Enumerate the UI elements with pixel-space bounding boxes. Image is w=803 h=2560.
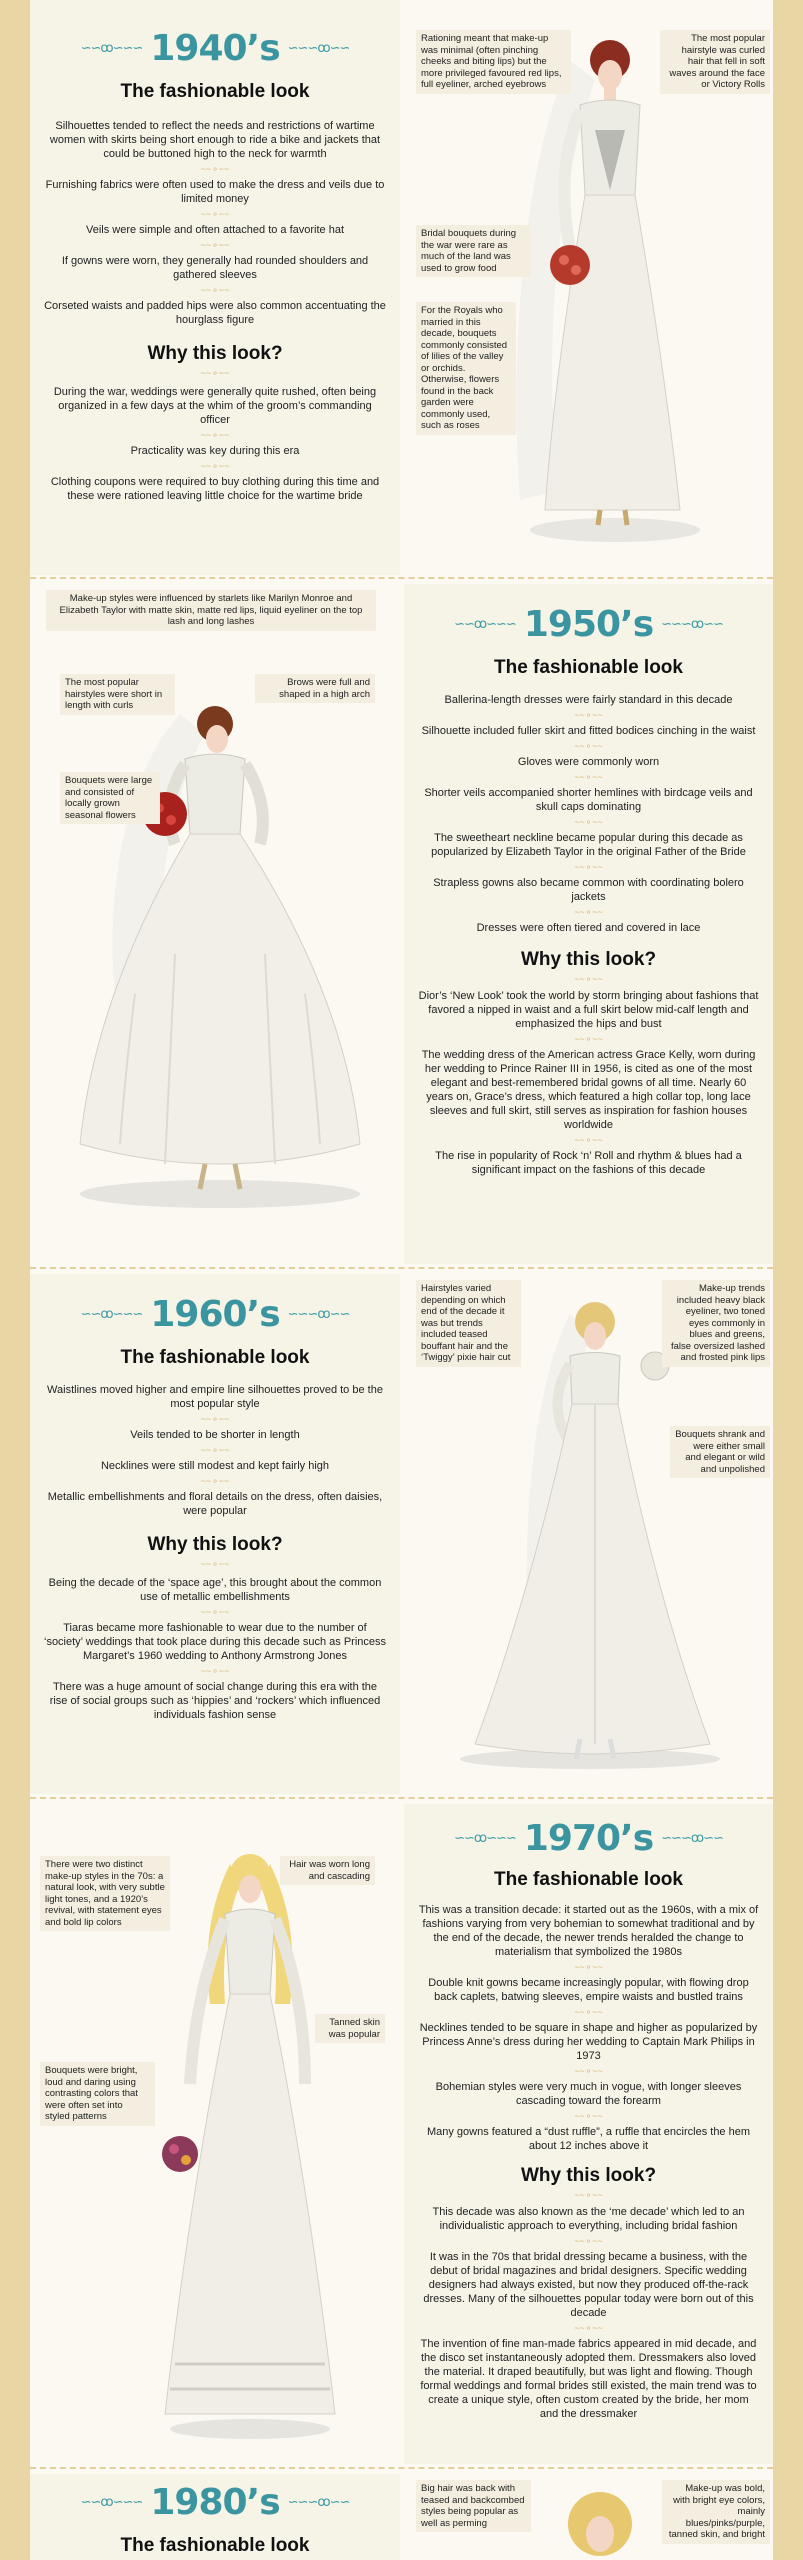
note-hair: The most popular hairstyle was curled hair that fell in soft waves around the face or Victory Rolls: [660, 30, 770, 94]
list-item: Corseted waists and padded hips were also common accentuating the hourglass figure: [44, 300, 386, 326]
list-item: Dresses were often tiered and covered in lace: [476, 922, 701, 934]
why-list: [30, 385, 400, 503]
flourish-right-icon: ∽∽∽ꝏ∽∽: [287, 41, 350, 56]
why-list: [404, 989, 773, 1177]
list-item: Double knit gowns became increasingly popular, with flowing drop back caplets, batwing sleeves, empire waists and bustled trains: [428, 1977, 749, 2003]
divider-icon: ~~⚬~~: [200, 368, 230, 378]
bride-1980s-illustration: [540, 2484, 660, 2560]
divider-icon: ~~⚬~~: [200, 461, 230, 471]
flourish-left-icon: ∽∽ꝏ∽∽∽: [80, 1307, 143, 1322]
fashion-list: [30, 1383, 400, 1518]
list-item: Veils tended to be shorter in length: [130, 1429, 300, 1441]
text-column-1980s: [30, 2482, 400, 2557]
list-item: Furnishing fabrics were often used to make the dress and veils due to limited money: [45, 179, 385, 205]
list-item: Clothing coupons were required to buy clothing during this time and these were rationed leaving little choice for the wartime bride: [50, 476, 380, 502]
divider-icon: ~~⚬~~: [200, 430, 230, 440]
divider-icon: ~~⚬~~: [574, 2007, 603, 2017]
flourish-right-icon: ∽∽∽ꝏ∽∽: [287, 2495, 350, 2510]
list-item: Shorter veils accompanied shorter hemlines with birdcage veils and skull caps dominating: [424, 787, 753, 813]
section-1940s: [30, 0, 773, 575]
text-column-1950s: [404, 604, 773, 1177]
section-separator: [30, 1797, 773, 1800]
list-item: Bohemian styles were very much in vogue, with longer sleeves cascading toward the forearm: [435, 2081, 742, 2107]
list-item: Necklines tended to be square in shape and higher as popularized by Princess Anne’s dress during her wedding to Captain Mark Philips in 1973: [419, 2022, 758, 2062]
text-column-1970s: [404, 1818, 773, 2421]
divider-icon: ~~⚬~~: [574, 2066, 603, 2076]
list-item: Ballerina-length dresses were fairly standard in this decade: [444, 694, 733, 706]
flourish-left-icon: ∽∽ꝏ∽∽∽: [80, 41, 143, 56]
fashion-list: [404, 693, 773, 935]
fashion-list: [404, 1903, 773, 2153]
infographic-page: [30, 0, 773, 2560]
divider-icon: ~~⚬~~: [574, 2323, 603, 2333]
note-bouquet: Bridal bouquets during the war were rare as much of the land was used to grow food: [416, 225, 531, 277]
fashion-heading: The fashionable look: [494, 657, 683, 678]
note-hair: Hair was worn long and cascading: [280, 1856, 375, 1885]
flourish-left-icon: ∽∽ꝏ∽∽∽: [454, 617, 516, 632]
list-item: Dior’s ‘New Look’ took the world by storm bringing about fashions that favored a nipped in waist and a full skirt below mid-calf length and emphasized the hips and bust: [418, 990, 759, 1030]
list-item: It was in the 70s that bridal dressing became a business, with the debut of bridal magazines and bridal designers. Specific wedding designers had always existed, but now they produced off-the-rack dresses. Many of the silhouettes popular today were born out of this decade: [423, 2251, 754, 2319]
divider-icon: ~~⚬~~: [574, 1135, 603, 1145]
why-heading: Why this look?: [520, 2165, 657, 2186]
why-list: [30, 1576, 400, 1722]
list-item: Waistlines moved higher and empire line silhouettes proved to be the most popular style: [47, 1384, 383, 1410]
note-hair: The most popular hairstyles were short in length with curls: [60, 674, 175, 715]
divider-icon: ~~⚬~~: [574, 741, 603, 751]
divider-icon: ~~⚬~~: [200, 1445, 230, 1455]
divider-icon: ~~⚬~~: [574, 710, 603, 720]
list-item: Strapless gowns also became common with coordinating bolero jackets: [433, 877, 744, 903]
note-bouquet: Bouquets were bright, loud and daring using contrasting colors that were often set into styled patterns: [40, 2062, 155, 2126]
divider-icon: ~~⚬~~: [200, 285, 230, 295]
note-royals: For the Royals who married in this decade, bouquets commonly consisted of lilies of the valley or orchids. Otherwise, flowers found in the back garden were commonly used, such as roses: [416, 302, 516, 435]
flourish-left-icon: ∽∽ꝏ∽∽∽: [454, 1831, 516, 1846]
decade-title: 1980’s: [150, 2482, 280, 2523]
note-brows: Brows were full and shaped in a high arch: [255, 674, 375, 703]
note-makeup: Make-up styles were influenced by starlets like Marilyn Monroe and Elizabeth Taylor with matte skin, matte red lips, liquid eyeliner on the top lash and long lashes: [46, 590, 376, 631]
section-separator: [30, 2467, 773, 2470]
list-item: The rise in popularity of Rock ‘n’ Roll and rhythm & blues had a significant impact on the fashions of this decade: [435, 1150, 742, 1176]
text-column-1940s: [30, 28, 400, 503]
decade-heading: [30, 28, 400, 69]
decade-heading: [30, 1294, 400, 1335]
flourish-left-icon: ∽∽ꝏ∽∽∽: [80, 2495, 143, 2510]
bride-1940s-illustration: [500, 20, 730, 550]
note-skin: Tanned skin was popular: [315, 2014, 385, 2043]
list-item: Metallic embellishments and floral details on the dress, often daisies, were popular: [47, 1491, 383, 1517]
decade-title: 1960’s: [150, 1294, 280, 1335]
list-item: Many gowns featured a “dust ruffle”, a ruffle that encircles the hem about 12 inches above it: [426, 2126, 751, 2152]
list-item: Gloves were commonly worn: [517, 756, 660, 768]
decade-title: 1950’s: [523, 604, 654, 645]
fashion-heading: The fashionable look: [120, 81, 310, 102]
fashion-heading: The fashionable look: [120, 2535, 310, 2556]
divider-icon: ~~⚬~~: [574, 907, 603, 917]
note-bouquet: Bouquets shrank and were either small and elegant or wild and unpolished: [670, 1426, 770, 1478]
section-1980s: [30, 2474, 773, 2560]
divider-icon: ~~⚬~~: [574, 862, 603, 872]
list-item: This was a transition decade: it started out as the 1960s, with a mix of fashions varying from very bohemian to somewhat traditional and by the end of the decade, the newer trends heralded the change to materialism that symbolized the 1980s: [418, 1904, 759, 1958]
divider-icon: ~~⚬~~: [200, 240, 230, 250]
text-column-1960s: [30, 1294, 400, 1722]
decade-title: 1940’s: [150, 28, 280, 69]
note-hair: Hairstyles varied depending on which end of the decade it was but trends included teased bouffant hair and the ‘Twiggy’ pixie hair cut: [416, 1280, 521, 1367]
note-makeup: Rationing meant that make-up was minimal (often pinching cheeks and biting lips) but the more privileged favoured red lips, full eyeliner, arched eyebrows: [416, 30, 571, 94]
section-1970s: [30, 1804, 773, 2464]
section-separator: [30, 577, 773, 580]
note-makeup: Make-up trends included heavy black eyeliner, two toned eyes commonly in blues and greens, false oversized lashed and frosted pink lips: [662, 1280, 770, 1367]
divider-icon: ~~⚬~~: [574, 2236, 603, 2246]
list-item: The sweetheart neckline became popular during this decade as popularized by Elizabeth Taylor in the original Father of the Bride: [431, 832, 746, 858]
list-item: Tiaras became more fashionable to wear due to the number of ‘society’ weddings that took place during this decade such as Princess Margaret’s 1960 wedding to Anthony Armstrong Jones: [44, 1622, 387, 1662]
list-item: There was a huge amount of social change during this era with the rise of social groups such as ‘hippies’ and ‘rockers’ which influenced individuals fashion sense: [49, 1681, 381, 1721]
divider-icon: ~~⚬~~: [200, 164, 230, 174]
section-1960s: [30, 1274, 773, 1794]
divider-icon: ~~⚬~~: [574, 817, 603, 827]
list-item: If gowns were worn, they generally had rounded shoulders and gathered sleeves: [61, 255, 369, 281]
why-heading: Why this look?: [520, 949, 657, 970]
divider-icon: ~~⚬~~: [574, 1034, 603, 1044]
list-item: Being the decade of the ‘space age’, this brought about the common use of metallic embellishments: [48, 1577, 382, 1603]
list-item: The wedding dress of the American actress Grace Kelly, worn during her wedding to Prince Rainer III in 1956, is cited as one of the most elegant and best-remembered bridal gowns of all time. Nearly 60 years on, Grace’s dress, which featured a high collar top, long lace sleeves and full skirt, still serves as inspiration for fashion houses worldwide: [421, 1049, 756, 1131]
note-hair: Big hair was back with teased and backcombed styles being popular as well as perming: [416, 2480, 531, 2532]
divider-icon: ~~⚬~~: [574, 2190, 603, 2200]
divider-icon: ~~⚬~~: [574, 2111, 603, 2121]
decade-heading: [404, 604, 773, 645]
fashion-list: [30, 119, 400, 327]
flourish-right-icon: ∽∽∽ꝏ∽∽: [661, 617, 723, 632]
divider-icon: ~~⚬~~: [200, 1607, 230, 1617]
fashion-heading: The fashionable look: [120, 1347, 310, 1368]
list-item: During the war, weddings were generally quite rushed, often being organized in a few days at the whim of the groom’s commanding officer: [53, 386, 377, 426]
section-1950s: [30, 584, 773, 1264]
note-makeup: There were two distinct make-up styles in the 70s: a natural look, with very subtle light tones, and a 1920’s revival, with statement eyes and bold lip colors: [40, 1856, 170, 1931]
divider-icon: ~~⚬~~: [200, 209, 230, 219]
list-item: Practicality was key during this era: [130, 445, 300, 457]
divider-icon: ~~⚬~~: [200, 1559, 230, 1569]
divider-icon: ~~⚬~~: [574, 974, 603, 984]
divider-icon: ~~⚬~~: [200, 1414, 230, 1424]
decade-heading: [30, 2482, 400, 2523]
list-item: Veils were simple and often attached to a favorite hat: [85, 224, 345, 236]
why-list: [404, 2205, 773, 2421]
flourish-right-icon: ∽∽∽ꝏ∽∽: [661, 1831, 723, 1846]
decade-heading: [404, 1818, 773, 1859]
list-item: This decade was also known as the ‘me decade’ which led to an individualistic approach to everything, including bridal fashion: [432, 2206, 745, 2232]
divider-icon: ~~⚬~~: [200, 1476, 230, 1486]
why-heading: Why this look?: [147, 343, 283, 364]
divider-icon: ~~⚬~~: [574, 1962, 603, 1972]
bride-1970s-illustration: [140, 1844, 370, 2444]
fashion-heading: The fashionable look: [494, 1869, 683, 1890]
flourish-right-icon: ∽∽∽ꝏ∽∽: [287, 1307, 350, 1322]
why-heading: Why this look?: [147, 1534, 283, 1555]
list-item: Silhouette included fuller skirt and fitted bodices cinching in the waist: [421, 725, 756, 737]
list-item: Necklines were still modest and kept fairly high: [100, 1460, 330, 1472]
list-item: Silhouettes tended to reflect the needs and restrictions of wartime women with skirts being short enough to ride a bike and jackets that could be buttoned high to the neck for warmth: [49, 120, 381, 160]
divider-icon: ~~⚬~~: [200, 1666, 230, 1676]
note-bouquet: Bouquets were large and consisted of locally grown seasonal flowers: [60, 772, 160, 824]
list-item: The invention of fine man-made fabrics appeared in mid decade, and the disco set instantaneously adopted them. Dressmakers also loved the material. It draped beautifully, but was light and flowing. Though formal weddings and formal brides still existed, the main trend was to create a unique style, often custom created by the bride, her mom and the dressmaker: [420, 2338, 757, 2420]
decade-title: 1970’s: [523, 1818, 654, 1859]
divider-icon: ~~⚬~~: [574, 772, 603, 782]
note-makeup: Make-up was bold, with bright eye colors, mainly blues/pinks/purple, tanned skin, and bright: [662, 2480, 770, 2544]
section-separator: [30, 1267, 773, 1270]
